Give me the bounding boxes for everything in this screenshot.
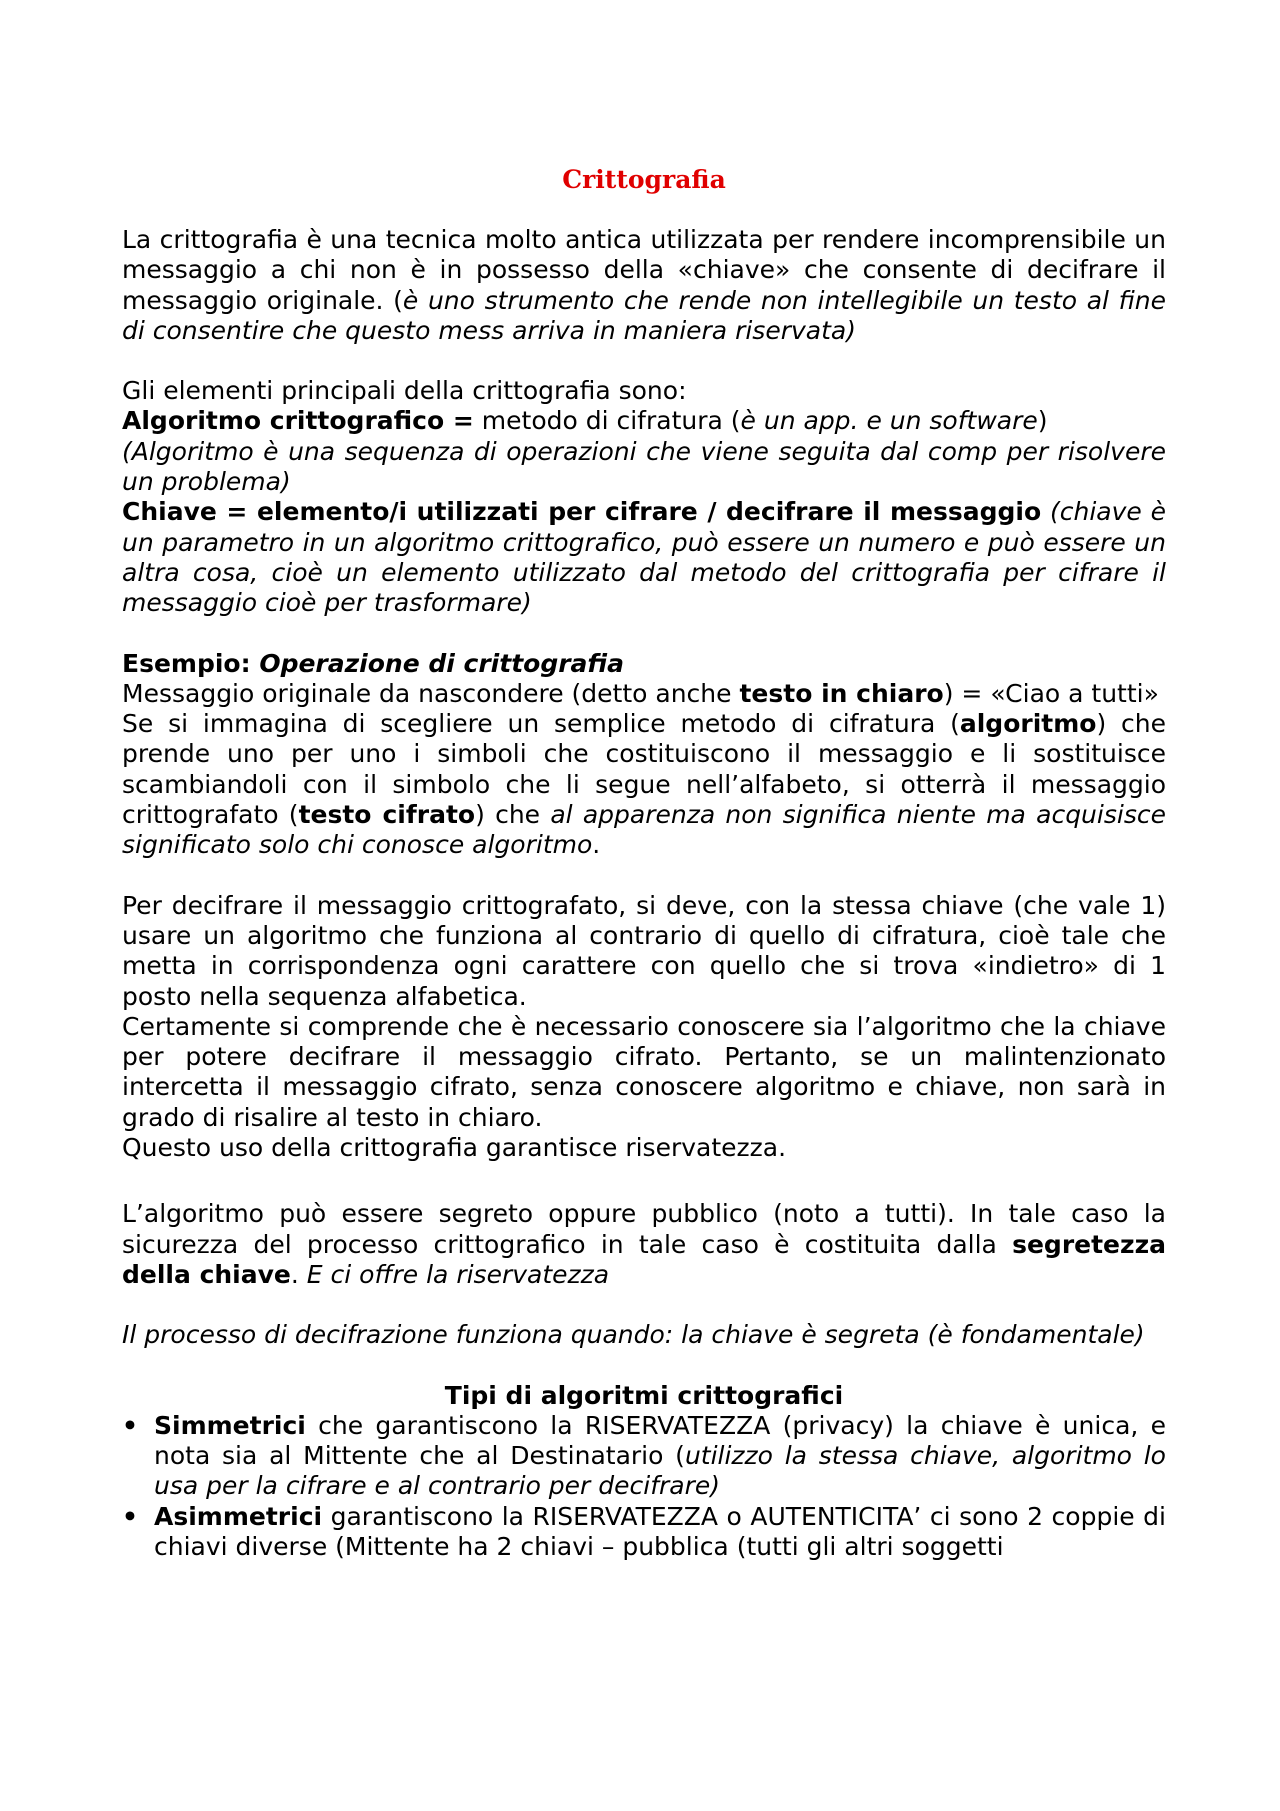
spacer [122,1163,1166,1199]
decrypt-paragraph-3: Questo uso della crittografia garantisce riservatezza. [122,1133,787,1163]
algorithm-def-italic: è un app. e un software [740,406,1038,436]
intro-text: La crittografia è una tecnica molto antica utilizzata per rendere incomprensibile un messaggio a chi non è in possesso della «chiave» che consente di decifrare il messaggio originale. ( [122,225,1166,315]
ciphertext-term: testo cifrato [298,800,476,830]
example-para-b: ) che prende uno per uno i simboli che costituiscono il messaggio e li sostituisce scambiandoli con il simbolo che li segue nell’alfabeto, si otterrà il messaggio crittografato ( [122,709,1167,830]
key-term: Chiave = elemento/i utilizzati per cifrare / decifrare il messaggio [122,497,1042,527]
example-line-text: Messaggio originale da nascondere (detto anche [122,678,740,708]
algorithm-public-italic: E ci offre la riservatezza [306,1259,610,1289]
intro-italic: è uno strumento che rende non intellegibile un testo al fine di consentire che questo mess arriva in maniera riservata) [122,285,1166,345]
key-note: (chiave è un parametro in un algoritmo crittografico, può essere un numero e può essere un altra cosa, cioè un elemento utilizzato dal metodo del crittografia per cifrare il messaggio cioè per trasformare) [122,497,1166,618]
type-italic: utilizzo la stessa chiave, algoritmo lo usa per la cifrare e al contrario per decifrare) [154,1441,1166,1501]
algorithm-public-text-b: . [290,1259,307,1289]
page-title: Crittografia [562,165,726,194]
key-definition [122,497,1166,618]
list-item [122,1411,1166,1502]
type-text: che garantiscono la RISERVATEZZA (privacy) la chiave è unica, e nota sia al Mittente che al Destinatario ( [154,1410,1166,1471]
algorithm-note-text: (Algoritmo è una sequenza di operazioni che viene seguita dal comp per risolvere un problema) [122,436,1166,497]
example-paragraph [122,709,1166,860]
example-line [122,679,1166,709]
bullet-icon: • [122,1410,138,1440]
example-para-c: ) che [475,800,551,830]
spacer [122,619,1166,649]
key-secrecy-term: segretezza della chiave [122,1229,1166,1289]
types-heading: Tipi di algoritmi crittografici [444,1380,844,1410]
example-line-end: ) = «Ciao a tutti» [943,678,1159,708]
algorithm-term: Algoritmo crittografico = [122,406,474,436]
spacer [122,1351,1166,1381]
example-label-text: Esempio: [122,648,260,678]
decrypt-paragraph-1: Per decifrare il messaggio crittografato, si deve, con la stessa chiave (che vale 1) usare un algoritmo che funziona al contrario di quello di cifratura, cioè tale che metta in corrispondenza ogni carattere con quello che si trova «indietro» di 1 posto nella sequenza alfabetica. [122,890,1166,1011]
spacer [122,861,1166,891]
plaintext-term: testo in chiaro [739,678,944,708]
example-para-italic: al apparenza non significa niente ma acquisisce significato solo chi conosce algoritmo [122,800,1166,860]
type-text: garantiscono la RISERVATEZZA o AUTENTICITA’ ci sono 2 coppie di chiavi diverse (Mittente ha 2 chiavi – pubblica (tutti gli altri soggetti [154,1501,1166,1561]
example-label-italic: Operazione di crittografia [259,648,624,678]
elements-heading: Gli elementi principali della crittografia sono: [122,376,687,406]
algorithm-public-paragraph [122,1199,1166,1290]
algorithm-def-close: ) [1037,406,1048,436]
decrypt-paragraph-2: Certamente si comprende che è necessario conoscere sia l’algoritmo che la chiave per potere decifrare il messaggio cifrato. Pertanto, se un malintenzionato intercetta il messaggio cifrato, senza conoscere algoritmo e chiave, non sarà in grado di risalire al testo in chiaro. [122,1011,1166,1132]
algorithm-term-inline: algoritmo [959,709,1097,739]
example-para-d: . [592,830,601,860]
list-item [122,1502,1166,1563]
example-label [122,649,1166,679]
types-list [122,1411,1166,1562]
intro-paragraph [122,225,1166,346]
algorithm-note [122,437,1166,498]
type-term: Asimmetrici [154,1501,323,1531]
algorithm-public-text: L’algoritmo può essere segreto oppure pubblico (noto a tutti). In tale caso la sicurezza del processo crittografico in tale caso è costituita dalla [122,1199,1166,1259]
bullet-icon: • [122,1501,138,1531]
type-term: Simmetrici [154,1410,306,1440]
process-note-text: Il processo di decifrazione funziona quando: la chiave è segreta (è fondamentale) [122,1320,1145,1350]
process-note [122,1320,1166,1350]
algorithm-definition [122,406,1166,436]
algorithm-def-text: metodo di cifratura ( [473,406,741,436]
spacer [122,1290,1166,1320]
document-body [122,165,1166,1562]
spacer [122,346,1166,376]
example-para-a: Se si immagina di scegliere un semplice metodo di cifratura ( [122,709,960,739]
